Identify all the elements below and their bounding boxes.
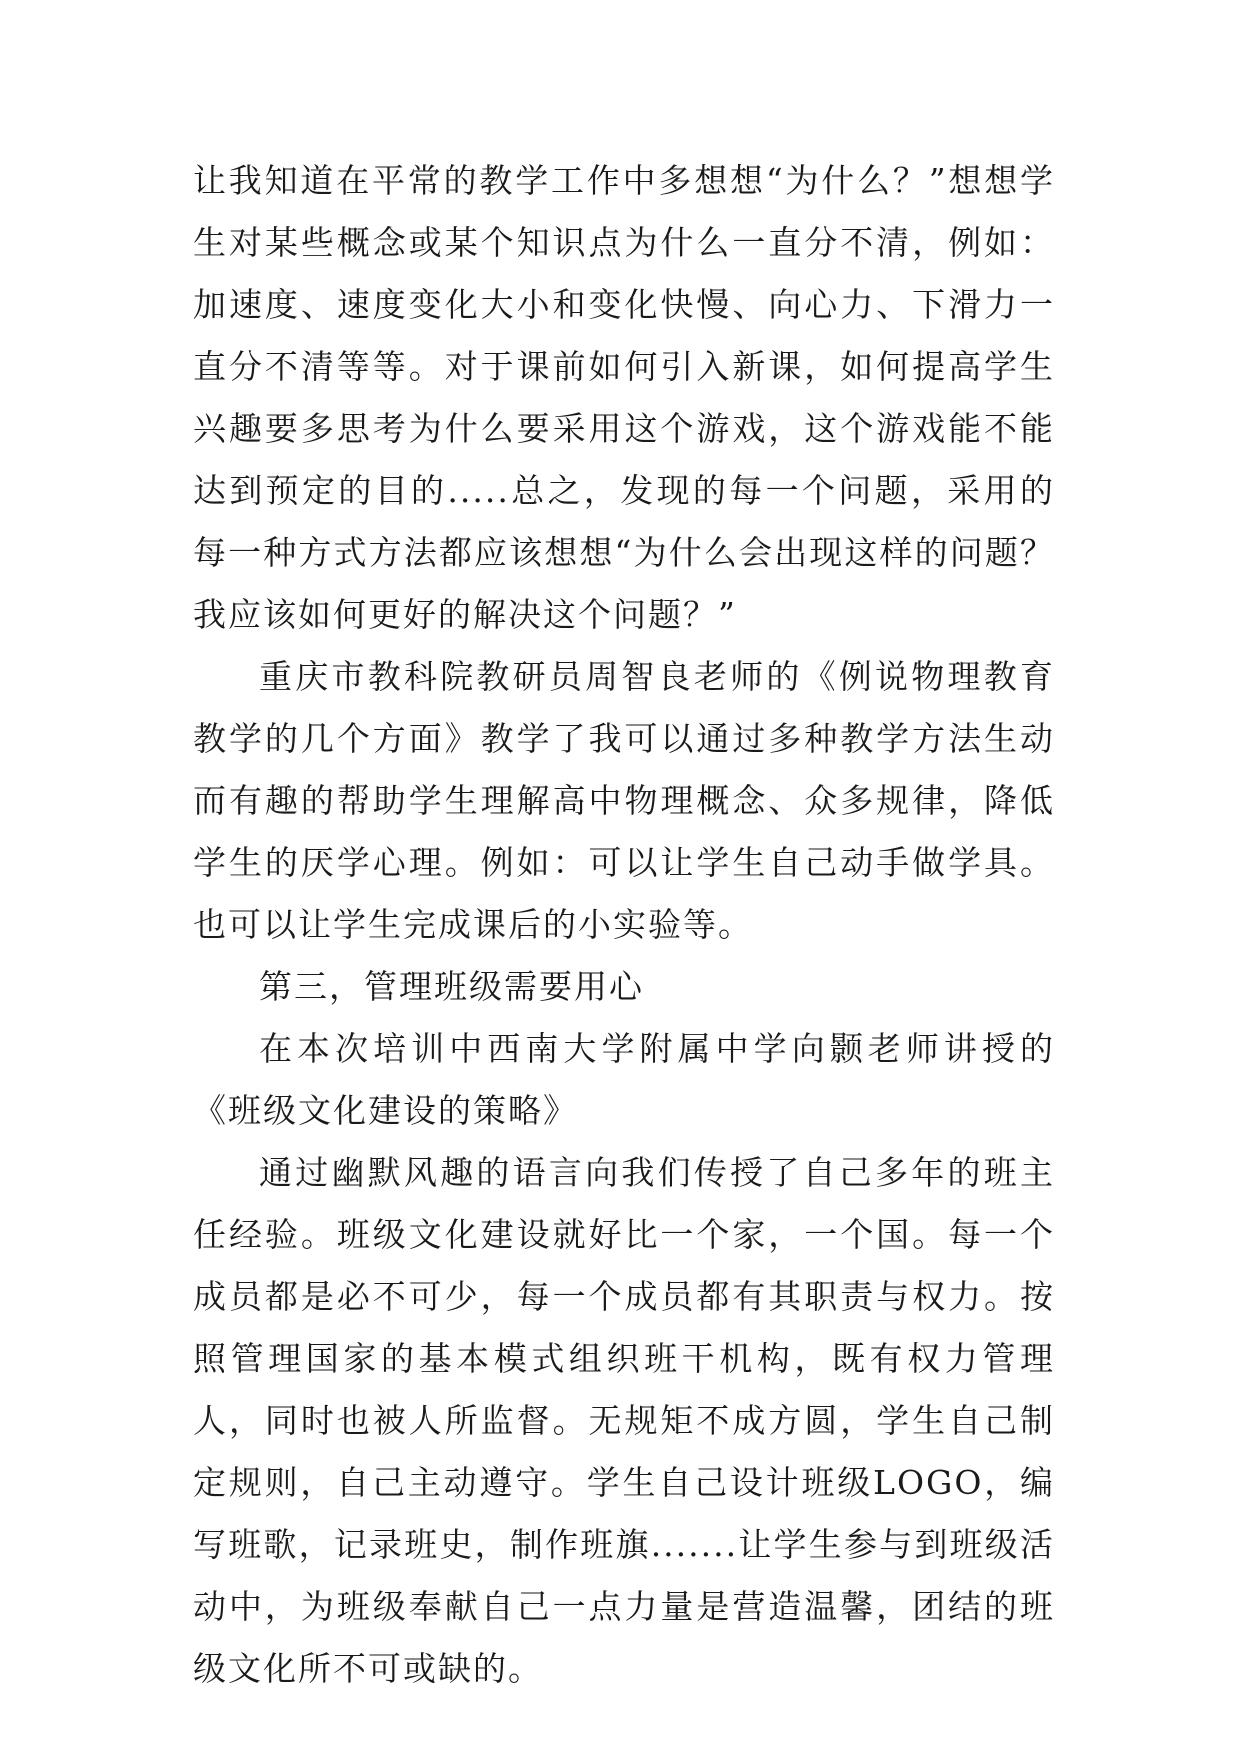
paragraph-physics-teaching: 重庆市教科院教研员周智良老师的《例说物理教育教学的几个方面》教学了我可以通过多种教学方法生动而有趣的帮助学生理解高中物理概念、众多规律，降低学生的厌学心理。例如：可以让学生自己动手做学具。也可以让学生完成课后的小实验等。 [193,657,1055,944]
section-heading-class-management: 第三，管理班级需要用心 [259,967,644,1006]
paragraph-reflection: 让我知道在平常的教学工作中多想想“为什么？”想想学生对某些概念或某个知识点为什么一直分不清，例如：加速度、速度变化大小和变化快慢、向心力、下滑力一直分不清等等。对于课前如何引入新课，如何提高学生兴趣要多思考为什么要采用这个游戏，这个游戏能不能达到预定的目的.....总之，发现的每一个问题，采用的每一种方式方法都应该想想“为什么会出现这样的问题？我应该如何更好的解决这个问题？” [193,161,1055,634]
body-text [193,150,1055,1700]
paragraph-class-culture: 通过幽默风趣的语言向我们传授了自己多年的班主任经验。班级文化建设就好比一个家，一个国。每一个成员都是必不可少，每一个成员都有其职责与权力。按照管理国家的基本模式组织班干机构，既有权力管理人，同时也被人所监督。无规矩不成方圆，学生自己制定规则，自己主动遵守。学生自己设计班级LOGO，编写班歌，记录班史，制作班旗.......让学生参与到班级活动中，为班级奉献自己一点力量是营造温馨，团结的班级文化所不可或缺的。 [193,1153,1055,1688]
paragraph-training-intro: 在本次培训中西南大学附属中学向颢老师讲授的《班级文化建设的策略》 [193,1029,1055,1130]
